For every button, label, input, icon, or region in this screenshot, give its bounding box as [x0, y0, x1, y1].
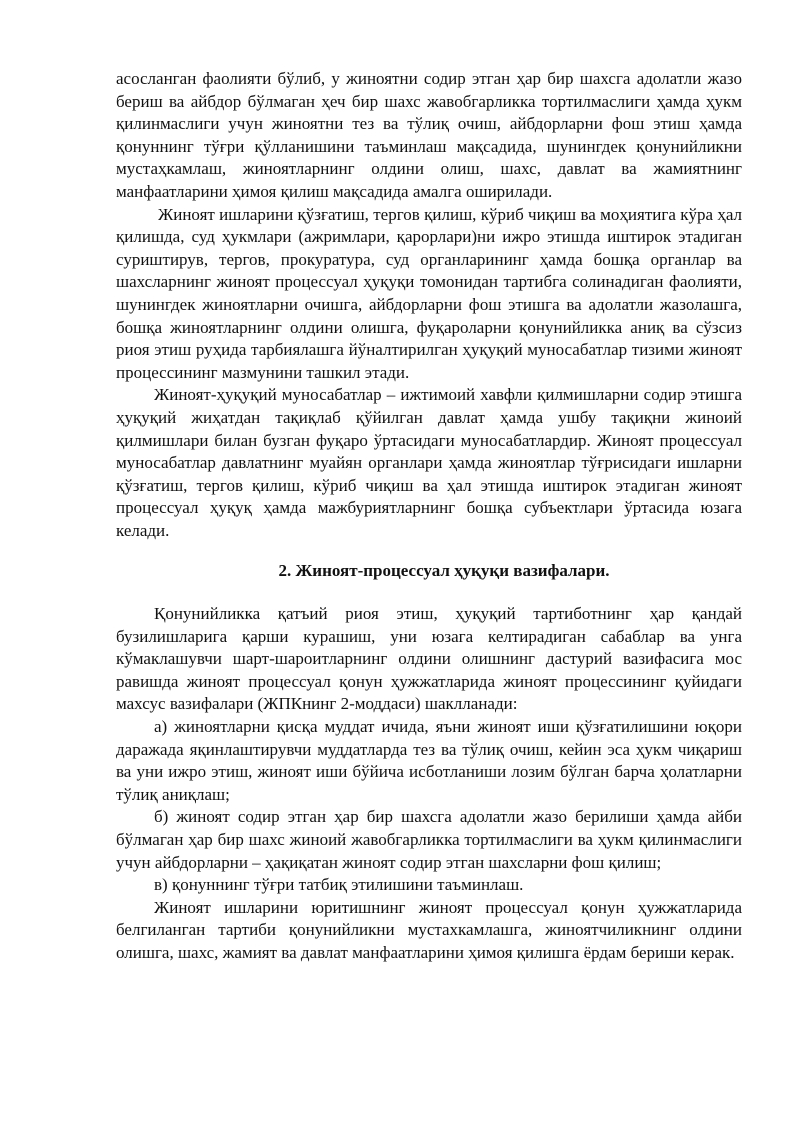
paragraph-legal-relations: Жиноят-ҳуқуқий муносабатлар – ижтимоий хавфли қилмишларни содир этишга ҳуқуқий жиҳатдан тақиқлаб қўйилган давлат ҳамда ушбу тақиқни жиноий қилмишлари билан бузган фуқаро ўртасидаги муносабатлардир. Жиноят процессуал муносабатлар давлатнинг муайян органлари ҳамда жиноятлар тўғрисидаги ишларни қўзғатиш, тергов қилиш, кўриб чиқиш ва ҳал этишда иштирок этадиган жиноят процессуал ҳуқуқ ҳамда мажбуриятларнинг бошқа субъектлари ўртасида юзага келади. [116, 385, 742, 540]
section-heading: 2. Жиноят-процессуал ҳуқуқи вазифалари. [278, 561, 610, 581]
list-item-a: а) жиноятларни қисқа муддат ичида, яъни жиноят иши қўзғатилишини юқори даражада яқинлаштирувчи муддатларда тез ва тўлиқ очиш, кейин эса ҳукм чиқариш ва уни ижро этиш, жиноят иши бўйича исботланиши лозим бўлган барча ҳолатларни тўлиқ аниқлаш; [116, 717, 742, 804]
paragraph-process-content: Жиноят ишларини қўзғатиш, тергов қилиш, кўриб чиқиш ва моҳиятига кўра ҳал қилишда, суд ҳукмлари (ажримлари, қарорлари)ни ижро этишда иштирок этадиган суриштирув, тергов, прокуратура, суд органларининг ҳамда бошқа органлар ва шахсларнинг жиноят процессуал ҳуқуқи томонидан тартибга солинадиган фаолияти, шунингдек жиноятларни очишга, айбдорларни фош этишга ва адолатли жазолашга, бошқа жиноятларнинг олдини олишга, фуқароларни қонунийликка аниқ ва сўзсиз риоя этиш руҳида тарбиялашга йўналтирилган ҳуқуқий муносабатлар тизими жиноят процессининг мазмунини ташкил этади. [116, 204, 742, 382]
paragraph-tasks-intro: Қонунийликка қатъий риоя этиш, ҳуқуқий тартиботнинг ҳар қандай бузилишларига қарши курашиш, уни юзага келтирадиган сабаблар ва унга кўмаклашувчи шарт-шароитларнинг олдини олишнинг дастурий вазифасига мос равишда жиноят процессуал қонун ҳужжатларида жиноят процессининг қуйидаги махсус вазифалари (ЖПКнинг 2-моддаси) шаклланади: [116, 604, 742, 714]
document-page [116, 68, 742, 965]
paragraph-conclusion: Жиноят ишларини юритишнинг жиноят процессуал қонун ҳужжатларида белгиланган тартиби қонунийликни мустахкамлашга, жиноятчиликнинг олдини олишга, шахс, жамият ва давлат манфаатларини ҳимоя қилишга ёрдам бериши керак. [116, 897, 742, 962]
list-item-v: в) қонуннинг тўғри татбиқ этилишини таъминлаш. [154, 875, 524, 895]
list-item-b: б) жиноят содир этган ҳар бир шахсга адолатли жазо берилиши ҳамда айби бўлмаган ҳар бир шахс жиноий жавобгарликка тортилмаслиги ва ҳукм қилинмаслиги учун айбдорларни – ҳақиқатан жиноят содир этган шахсларни фош қилиш; [116, 807, 742, 872]
paragraph-continuation: асосланган фаолияти бўлиб, у жиноятни содир этган ҳар бир шахсга адолатли жазо бериш ва айбдор бўлмаган ҳеч бир шахс жавобгарликка тортилмаслиги ҳамда ҳукм қилинмаслиги учун жиноятни тез ва тўлиқ очиш, айбдорларни фош этиш ҳамда қонуннинг тўғри қўлланишини таъминлаш мақсадида, шунингдек қонунийликни мустаҳкамлаш, жиноятларнинг олдини олиш, шахс, давлат ва жамиятнинг манфаатларини ҳимоя қилиш мақсадида амалга оширилади. [116, 69, 742, 201]
